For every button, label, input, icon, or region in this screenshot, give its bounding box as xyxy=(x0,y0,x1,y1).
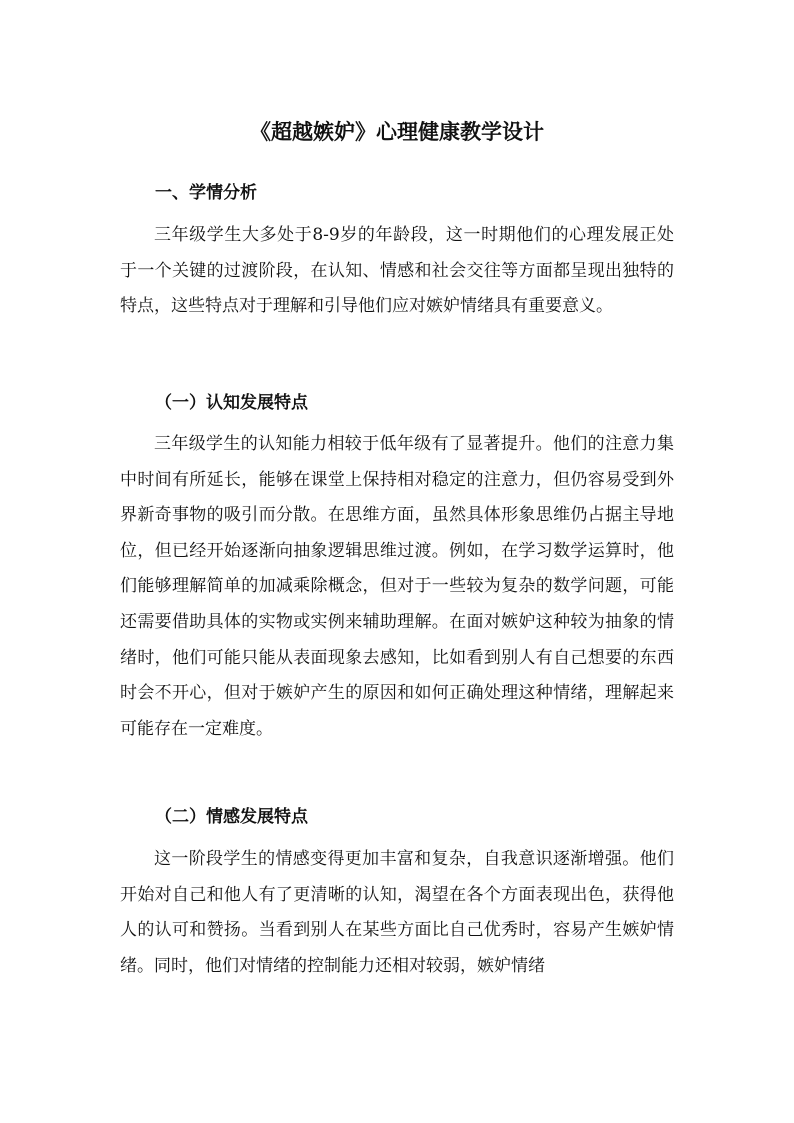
paragraph-emotional: 这一阶段学生的情感变得更加丰富和复杂，自我意识逐渐增强。他们开始对自己和他人有了更清晰的认知，渴望在各个方面表现出色，获得他人的认可和赞扬。当看到别人在某些方面比自己优秀时，容易产生嫉妒情绪。同时，他们对情绪的控制能力还相对较弱，嫉妒情绪 xyxy=(120,849,674,976)
document-title: 《超越嫉妒》心理健康教学设计 xyxy=(250,119,544,144)
subsection-heading-emotional: （二）情感发展特点 xyxy=(155,807,308,827)
paragraph-intro: 三年级学生大多处于8-9岁的年龄段，这一时期他们的心理发展正处于一个关键的过渡阶段，在认知、情感和社会交往等方面都呈现出独特的特点，这些特点对于理解和引导他们应对嫉妒情绪具有重要意义。 xyxy=(120,225,674,317)
paragraph-cognitive: 三年级学生的认知能力相较于低年级有了显著提升。他们的注意力集中时间有所延长，能够在课堂上保持相对稳定的注意力，但仍容易受到外界新奇事物的吸引而分散。在思维方面，虽然具体形象思维仍占据主导地位，但已经开始逐渐向抽象逻辑思维过渡。例如，在学习数学运算时，他们能够理解简单的加减乘除概念，但对于一些较为复杂的数学问题，可能还需要借助具体的实物或实例来辅助理解。在面对嫉妒这种较为抽象的情绪时，他们可能只能从表面现象去感知，比如看到别人有自己想要的东西时会不开心，但对于嫉妒产生的原因和如何正确处理这种情绪，理解起来可能存在一定难度。 xyxy=(120,434,674,739)
subsection-heading-cognitive: （一）认知发展特点 xyxy=(155,393,308,413)
section-heading-learner-analysis: 一、学情分析 xyxy=(155,183,257,203)
